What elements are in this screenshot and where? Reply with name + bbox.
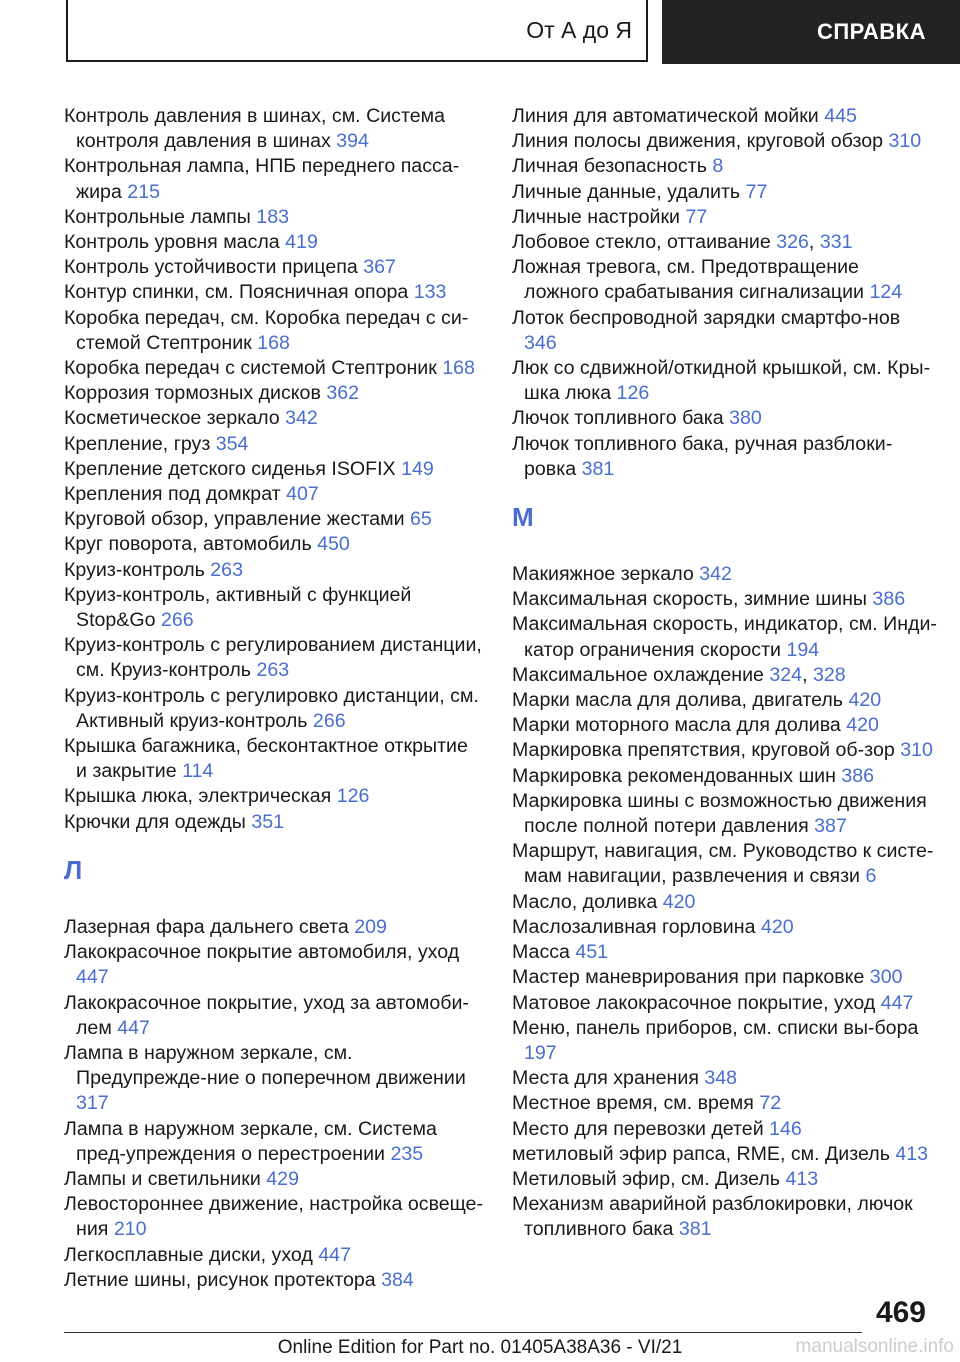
index-entry bbox=[512, 255, 937, 305]
index-entry bbox=[512, 356, 937, 406]
page-link[interactable]: 149 bbox=[401, 457, 434, 480]
page-link[interactable]: 331 bbox=[819, 231, 853, 254]
page-link[interactable]: 197 bbox=[524, 1041, 557, 1064]
page-link[interactable]: 447 bbox=[318, 1243, 351, 1266]
index-entry-text: Крепления под домкрат bbox=[64, 483, 287, 506]
page-link[interactable]: 346 bbox=[524, 331, 557, 354]
index-entry-text: Лампа в наружном зеркале, см. Предупрежде-ние о поперечном движении bbox=[64, 1041, 466, 1090]
index-entry bbox=[64, 1268, 484, 1293]
page-link[interactable]: 429 bbox=[266, 1167, 299, 1190]
index-entry-text: Лючок топливного бака, ручная разблоки-ровка bbox=[512, 432, 893, 480]
index-entry-text: Марки моторного масла для долива bbox=[512, 714, 847, 737]
index-entry-text: Круиз-контроль с регулировко дистанции, см. Активный круиз-контроль bbox=[64, 684, 479, 732]
page-link[interactable]: 420 bbox=[848, 689, 882, 712]
tab-a-to-z[interactable] bbox=[66, 0, 648, 62]
page-link[interactable]: 328 bbox=[812, 663, 846, 686]
page-link[interactable]: 413 bbox=[785, 1167, 819, 1190]
index-entry bbox=[64, 255, 484, 280]
index-entry bbox=[64, 306, 484, 356]
page-link[interactable]: 386 bbox=[841, 764, 875, 787]
page-link[interactable]: 342 bbox=[699, 563, 732, 586]
page-link[interactable]: 386 bbox=[872, 588, 906, 611]
page-link[interactable]: 450 bbox=[317, 533, 350, 556]
index-entry-text: Маркировка шины с возможностью движения после полной потери давления bbox=[512, 789, 927, 838]
page-link[interactable]: 447 bbox=[880, 991, 914, 1014]
index-entry-text: Контрольная лампа, НПБ переднего пасса-жира bbox=[64, 155, 460, 203]
page-link[interactable]: 407 bbox=[286, 483, 319, 506]
index-entry-text: Маркировка препятствия, круговой об-зор bbox=[512, 739, 901, 762]
index-entry bbox=[64, 810, 484, 835]
index-letter-heading: М bbox=[512, 502, 534, 533]
page-link[interactable]: 317 bbox=[76, 1092, 109, 1115]
page-header bbox=[0, 0, 960, 66]
index-entry-text: Лакокрасочное покрытие автомобиля, уход bbox=[64, 941, 460, 964]
page-link[interactable]: 380 bbox=[729, 407, 762, 430]
page-link[interactable]: 263 bbox=[256, 659, 290, 682]
page-link[interactable]: 310 bbox=[900, 739, 933, 762]
index-entry-text: Места для хранения bbox=[512, 1067, 705, 1090]
index-entry bbox=[64, 915, 484, 940]
index-entry-text: Маслозаливная горловина bbox=[512, 915, 761, 938]
index-column-right bbox=[512, 104, 937, 1243]
page-link[interactable]: 394 bbox=[336, 130, 369, 153]
index-entry bbox=[512, 738, 937, 763]
index-entry-text: Лакокрасочное покрытие, уход за автомоби-лем bbox=[64, 991, 469, 1039]
index-entry-text: Круг поворота, автомобиль bbox=[64, 533, 318, 556]
index-entry bbox=[512, 663, 937, 688]
index-entry bbox=[64, 280, 484, 305]
tab-a-to-z-label: От А до Я bbox=[526, 16, 632, 43]
index-entry bbox=[512, 1192, 937, 1242]
page-link[interactable]: 168 bbox=[257, 331, 290, 354]
page-link[interactable]: 310 bbox=[888, 130, 922, 153]
page-number: 469 bbox=[875, 1296, 926, 1329]
index-entry bbox=[64, 1243, 484, 1268]
index-entry-text: Легкосплавные диски, уход bbox=[64, 1243, 319, 1266]
tab-reference-label: СПРАВКА bbox=[816, 19, 926, 44]
page-link[interactable]: 126 bbox=[616, 382, 650, 405]
index-entry-text: Косметическое зеркало bbox=[64, 407, 286, 430]
index-entry-text: Контрольные лампы bbox=[64, 205, 257, 228]
index-entry-text: Метиловый эфир, см. Дизель bbox=[512, 1167, 786, 1190]
page-link[interactable]: 183 bbox=[256, 205, 289, 228]
index-entry bbox=[512, 1091, 937, 1116]
page-link[interactable]: 266 bbox=[312, 709, 346, 732]
index-entry-text: Летние шины, рисунок протектора bbox=[64, 1268, 382, 1291]
page-link[interactable]: 348 bbox=[704, 1067, 738, 1090]
page-link[interactable]: 126 bbox=[336, 785, 370, 808]
index-entry bbox=[512, 1066, 937, 1091]
index-entry-text: Матовое лакокрасочное покрытие, уход bbox=[512, 991, 881, 1014]
index-entry-text: Коробка передач, см. Коробка передач с си-стемой Стептроник bbox=[64, 306, 469, 354]
index-entry-text: Макияжное зеркало bbox=[512, 563, 700, 586]
index-entry-text: Масса bbox=[512, 941, 576, 964]
index-entry bbox=[64, 104, 484, 154]
index-entry bbox=[512, 587, 937, 612]
index-entry bbox=[64, 558, 484, 583]
page-link[interactable]: 77 bbox=[745, 180, 768, 203]
index-entry-text: Максимальная скорость, индикатор, см. Инди-катор ограничения скорости bbox=[512, 613, 937, 661]
page-link[interactable]: 326 bbox=[776, 231, 809, 254]
index-entry-text: Крепление детского сиденья ISOFIX bbox=[64, 457, 402, 480]
index-entry-text: Крышка люка, электрическая bbox=[64, 785, 337, 808]
index-entry-text: Лючок топливного бака bbox=[512, 407, 730, 430]
index-column-left bbox=[64, 104, 484, 1293]
page-link[interactable]: 420 bbox=[662, 890, 696, 913]
page-link[interactable]: 210 bbox=[113, 1218, 147, 1241]
index-entry-text: Марки масла для долива, двигатель bbox=[512, 689, 849, 712]
index-entry-text: Круиз-контроль, активный с функцией Stop&Go bbox=[64, 583, 412, 632]
index-entry-text: Линия для автоматической мойки bbox=[512, 105, 825, 127]
index-entry bbox=[64, 356, 484, 381]
index-entry bbox=[64, 457, 484, 482]
page-link[interactable]: 387 bbox=[814, 815, 847, 838]
page-link[interactable]: 77 bbox=[685, 205, 708, 228]
index-entry-text: Круговой обзор, управление жестами bbox=[64, 508, 411, 531]
index-entry-text: Люк со сдвижной/откидной крышкой, см. Кры-шка люка bbox=[512, 357, 931, 405]
index-entry-text: Лоток беспроводной зарядки смартфо-нов bbox=[512, 306, 901, 329]
index-entry-text: Лампа в наружном зеркале, см. Система пред-упреждения о перестроении bbox=[64, 1117, 437, 1165]
index-entry-text: Маркировка рекомендованных шин bbox=[512, 764, 842, 787]
page-link[interactable]: 354 bbox=[215, 432, 249, 455]
index-entry bbox=[64, 482, 484, 507]
index-entry-text: Механизм аварийной разблокировки, лючок топливного бака bbox=[512, 1193, 913, 1241]
index-entry bbox=[64, 991, 484, 1041]
page-link[interactable]: 114 bbox=[182, 760, 214, 783]
index-entry bbox=[64, 684, 484, 734]
index-entry bbox=[512, 764, 937, 789]
index-entry bbox=[64, 532, 484, 557]
index-entry-text: Круиз-контроль с регулированием дистанции, см. Круиз-контроль bbox=[64, 634, 482, 682]
index-entry-text: Лобовое стекло, оттаивание bbox=[512, 231, 777, 254]
index-entry-text: Ложная тревога, см. Предотвращение ложного срабатывания сигнализации bbox=[512, 256, 870, 304]
page-link[interactable]: 324 bbox=[769, 663, 803, 686]
index-entry-text: Контроль устойчивости прицепа bbox=[64, 256, 364, 279]
page-link[interactable]: 445 bbox=[824, 105, 857, 127]
index-entry-text: Круиз-контроль bbox=[64, 558, 211, 581]
index-entry-text: Крышка багажника, бесконтактное открытие и закрытие bbox=[64, 735, 468, 783]
index-entry bbox=[64, 1192, 484, 1242]
page-link[interactable]: 209 bbox=[354, 915, 387, 938]
page-link[interactable]: 413 bbox=[895, 1142, 929, 1165]
index-entry-text: Личные данные, удалить bbox=[512, 180, 746, 203]
index-entry bbox=[512, 230, 937, 255]
index-entry bbox=[512, 965, 937, 990]
page-link[interactable]: 235 bbox=[390, 1142, 424, 1165]
index-entry bbox=[64, 406, 484, 431]
index-entry-text: Линия полосы движения, круговой обзор bbox=[512, 130, 889, 153]
index-entry-text: Местное время, см. время bbox=[512, 1092, 760, 1115]
index-entry-text: Коробка передач с системой Стептроник bbox=[64, 357, 443, 380]
index-entry-text: метиловый эфир рапса, RME, см. Дизель bbox=[512, 1142, 896, 1165]
index-entry bbox=[512, 1167, 937, 1192]
index-entry bbox=[64, 432, 484, 457]
index-entry bbox=[64, 1041, 484, 1117]
index-entry-text: Мастер маневрирования при парковке bbox=[512, 966, 870, 989]
index-entry-text: Место для перевозки детей bbox=[512, 1117, 770, 1140]
index-entry bbox=[64, 784, 484, 809]
page-link[interactable]: 420 bbox=[760, 915, 794, 938]
index-entry bbox=[64, 583, 484, 633]
index-entry bbox=[512, 789, 937, 839]
index-entry bbox=[512, 154, 937, 179]
tab-reference[interactable] bbox=[662, 0, 960, 64]
index-entry bbox=[512, 713, 937, 738]
page-link[interactable]: 381 bbox=[678, 1218, 712, 1241]
index-entry-text: Масло, доливка bbox=[512, 890, 663, 913]
page-separator: , bbox=[802, 663, 813, 686]
index-entry-text: Контур спинки, см. Поясничная опора bbox=[64, 281, 414, 304]
page-link[interactable]: 447 bbox=[117, 1016, 150, 1039]
index-letter-heading: Л bbox=[64, 854, 83, 885]
index-entry-text: Контроль уровня масла bbox=[64, 231, 286, 254]
watermark: manualsonline.info bbox=[795, 1336, 954, 1357]
index-entry-text: Лазерная фара дальнего света bbox=[64, 915, 355, 938]
index-entry bbox=[512, 306, 937, 356]
index-entry bbox=[512, 104, 937, 129]
page-link[interactable]: 342 bbox=[285, 407, 318, 430]
page-link[interactable]: 447 bbox=[76, 966, 109, 989]
index-entry bbox=[512, 432, 937, 482]
index-entry bbox=[512, 940, 937, 965]
index-entry-text: Меню, панель приборов, см. списки вы-бора bbox=[512, 1016, 919, 1039]
page-link[interactable]: 146 bbox=[769, 1117, 802, 1140]
page-link[interactable]: 215 bbox=[127, 180, 160, 203]
index-entry-text: Личные настройки bbox=[512, 205, 686, 228]
index-entry bbox=[64, 230, 484, 255]
page-link[interactable]: 419 bbox=[285, 231, 318, 254]
page-link[interactable]: 124 bbox=[869, 281, 903, 304]
index-entry bbox=[512, 915, 937, 940]
index-entry bbox=[512, 688, 937, 713]
index-entry-text: Личная безопасность bbox=[512, 155, 713, 178]
index-entry-text: Маршрут, навигация, см. Руководство к систе-мам навигации, развлечения и связи bbox=[512, 840, 934, 888]
page-link[interactable]: 384 bbox=[381, 1268, 414, 1291]
index-entry-text: Контроль давления в шинах, см. Система контроля давления в шинах bbox=[64, 105, 445, 153]
page-link[interactable]: 451 bbox=[575, 941, 609, 964]
page-link[interactable]: 8 bbox=[712, 155, 724, 178]
index-entry bbox=[512, 129, 937, 154]
index-entry-text: Крючки для одежды bbox=[64, 810, 252, 833]
page-link[interactable]: 263 bbox=[210, 558, 243, 581]
index-entry-text: Максимальное охлаждение bbox=[512, 663, 770, 686]
index-entry bbox=[512, 839, 937, 889]
index-entry bbox=[64, 1167, 484, 1192]
index-entry bbox=[512, 612, 937, 662]
index-entry bbox=[512, 1117, 937, 1142]
page-link[interactable]: 367 bbox=[363, 256, 396, 279]
index-entry bbox=[512, 205, 937, 230]
index-entry bbox=[64, 734, 484, 784]
page-link[interactable]: 168 bbox=[442, 357, 475, 380]
footer-edition: Online Edition for Part no. 01405A38A36 - VI/21 bbox=[277, 1337, 683, 1358]
page-link[interactable]: 6 bbox=[865, 865, 877, 888]
index-entry bbox=[512, 406, 937, 431]
index-entry-text: Лампы и светильники bbox=[64, 1167, 267, 1190]
index-entry bbox=[512, 1016, 937, 1066]
index-entry bbox=[64, 381, 484, 406]
page-link[interactable]: 420 bbox=[846, 714, 879, 737]
page-link[interactable]: 65 bbox=[410, 508, 432, 531]
index-entry bbox=[512, 890, 937, 915]
index-entry bbox=[64, 154, 484, 204]
index-entry bbox=[64, 507, 484, 532]
footer-divider bbox=[64, 1332, 862, 1333]
index-entry bbox=[512, 1142, 937, 1167]
index-entry bbox=[64, 633, 484, 683]
page-separator: , bbox=[808, 231, 820, 254]
page-link[interactable]: 381 bbox=[581, 457, 615, 480]
page-link[interactable]: 194 bbox=[786, 638, 820, 661]
index-entry bbox=[64, 1117, 484, 1167]
page-link[interactable]: 133 bbox=[413, 281, 447, 304]
index-entry bbox=[512, 562, 937, 587]
index-entry bbox=[512, 991, 937, 1016]
page-link[interactable]: 72 bbox=[759, 1092, 782, 1115]
index-entry-text: Коррозия тормозных дисков bbox=[64, 382, 327, 405]
index-entry-text: Максимальная скорость, зимние шины bbox=[512, 588, 873, 611]
index-entry bbox=[64, 940, 484, 990]
index-entry-text: Левостороннее движение, настройка освеще-ния bbox=[64, 1193, 483, 1241]
page-link[interactable]: 300 bbox=[869, 966, 903, 989]
page-link[interactable]: 351 bbox=[251, 810, 285, 833]
index-entry bbox=[512, 180, 937, 205]
index-entry-text: Крепление, груз bbox=[64, 432, 216, 455]
index-entry bbox=[64, 205, 484, 230]
page-link[interactable]: 266 bbox=[160, 609, 194, 632]
page-link[interactable]: 362 bbox=[326, 382, 360, 405]
